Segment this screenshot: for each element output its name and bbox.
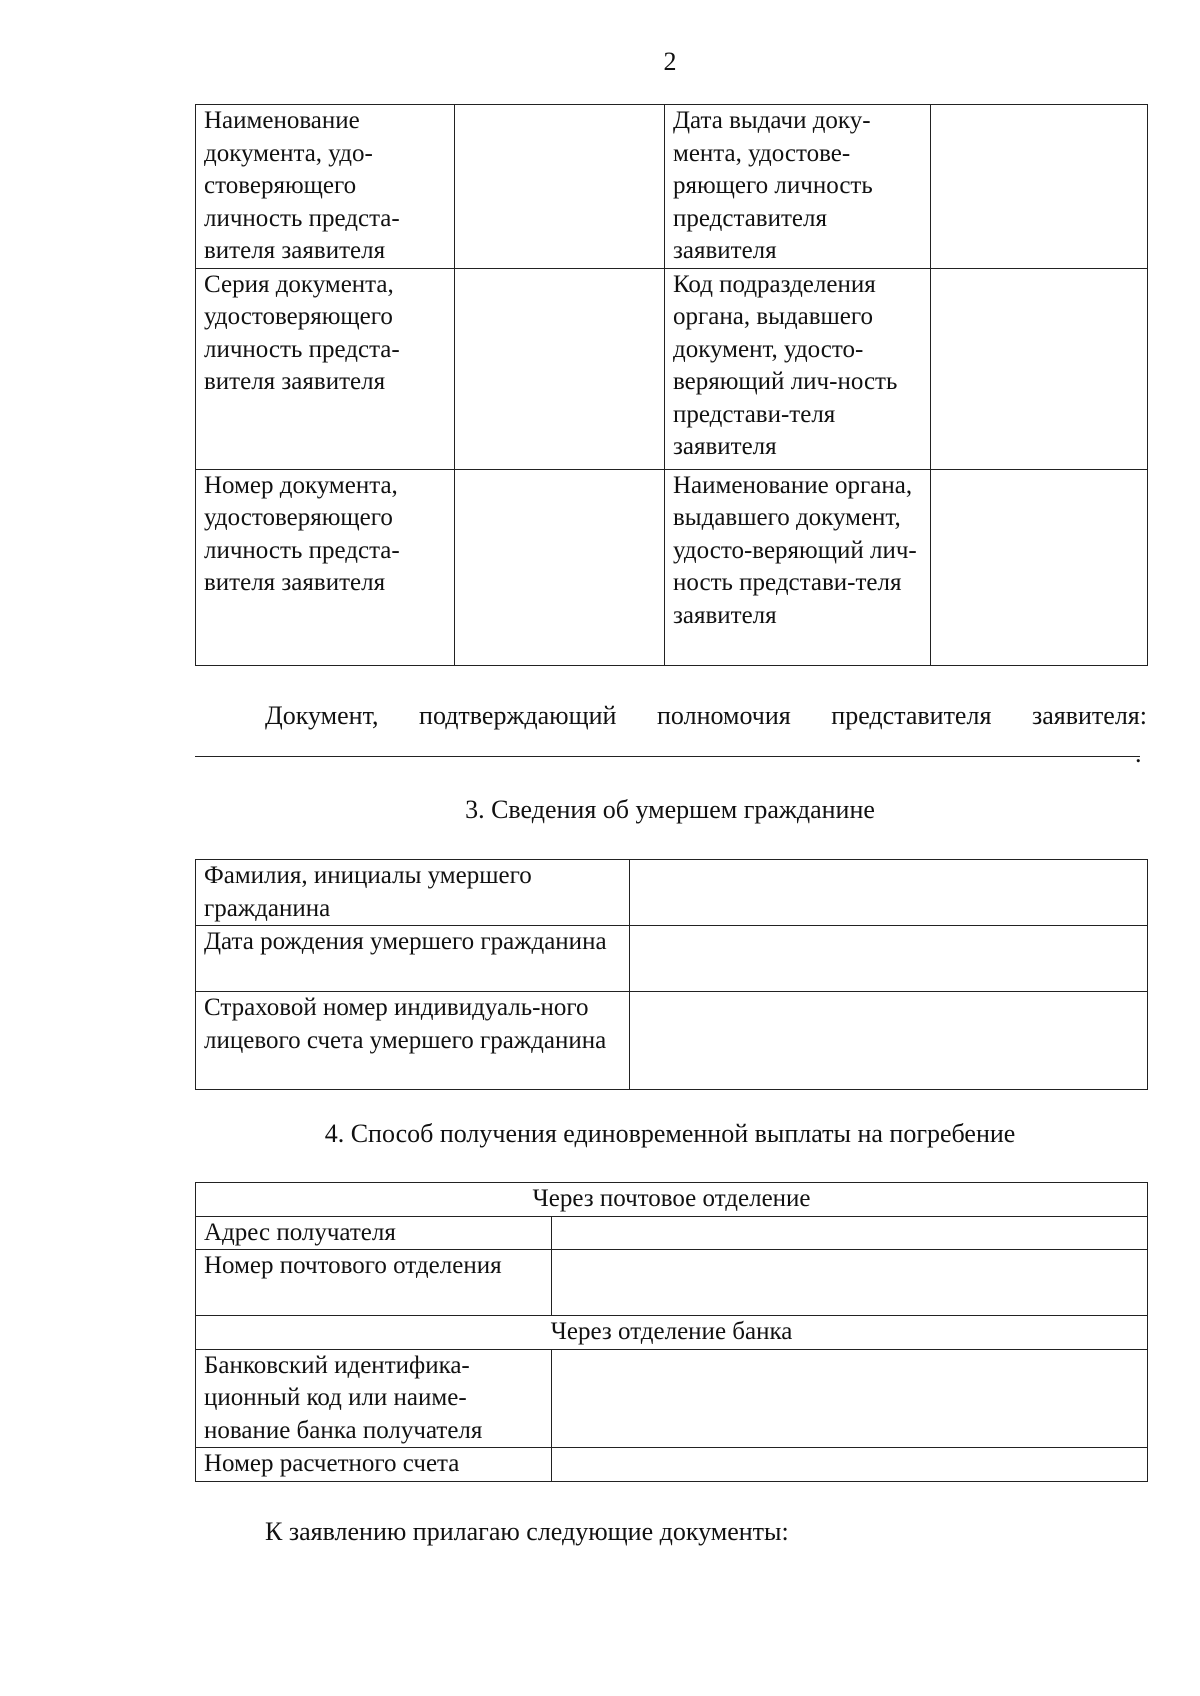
field-value[interactable] [931,469,1148,665]
field-value[interactable] [931,268,1148,469]
table-row [196,992,1148,1090]
representative-document-table [195,104,1148,666]
field-label: Дата выдачи доку-мента, удостове-ряющего личность представителя заявителя [665,105,931,269]
table-row [196,860,1148,926]
field-label: Код подразделения органа, выдавшего документ, удосто-веряющий лич-ность представи-теля заявителя [665,268,931,469]
authority-document-blank-line[interactable] [195,756,1140,757]
field-label: Номер документа, удостоверяющего личность предста-вителя заявителя [196,469,455,665]
page-number: 2 [663,47,677,76]
field-label: Дата рождения умершего гражданина [196,926,630,992]
field-value[interactable] [552,1216,1148,1250]
field-value[interactable] [630,992,1148,1090]
deceased-info-table [195,859,1148,1090]
attachments-text: К заявлению прилагаю следующие документы: [265,1517,789,1546]
field-label: Номер расчетного счета [196,1448,552,1482]
table-row [196,1349,1148,1448]
payment-method-table [195,1182,1148,1482]
field-value[interactable] [552,1349,1148,1448]
field-value[interactable] [552,1448,1148,1482]
table-row [196,1216,1148,1250]
authority-document-period: . [1135,739,1142,768]
field-value[interactable] [552,1250,1148,1316]
table-row [196,1250,1148,1316]
table-row [196,268,1148,469]
table-row [196,926,1148,992]
post-office-header: Через почтовое отделение [196,1183,1148,1217]
field-label: Фамилия, инициалы умершего гражданина [196,860,630,926]
table-row [196,1183,1148,1217]
field-value[interactable] [630,860,1148,926]
field-value[interactable] [455,469,665,665]
field-label: Наименование органа, выдавшего документ, удосто-веряющий лич-ность представи-теля заявителя [665,469,931,665]
table-row [196,469,1148,665]
field-label: Номер почтового отделения [196,1250,552,1316]
section4-title: 4. Способ получения единовременной выплаты на погребение [324,1119,1016,1148]
section3-title: 3. Сведения об умершем гражданине [465,795,875,824]
field-value[interactable] [455,105,665,269]
field-value[interactable] [455,268,665,469]
authority-document-text: Документ, подтверждающий полномочия представителя заявителя: [265,701,1147,730]
field-label: Банковский идентифика-ционный код или наиме-нование банка получателя [196,1349,552,1448]
table-row [196,1316,1148,1350]
field-label: Серия документа, удостоверяющего личность предста-вителя заявителя [196,268,455,469]
field-label: Наименование документа, удо-стоверяющего личность предста-вителя заявителя [196,105,455,269]
field-label: Адрес получателя [196,1216,552,1250]
field-label: Страховой номер индивидуаль-ного лицевого счета умершего гражданина [196,992,630,1090]
field-value[interactable] [931,105,1148,269]
field-value[interactable] [630,926,1148,992]
table-row [196,105,1148,269]
bank-branch-header: Через отделение банка [196,1316,1148,1350]
table-row [196,1448,1148,1482]
